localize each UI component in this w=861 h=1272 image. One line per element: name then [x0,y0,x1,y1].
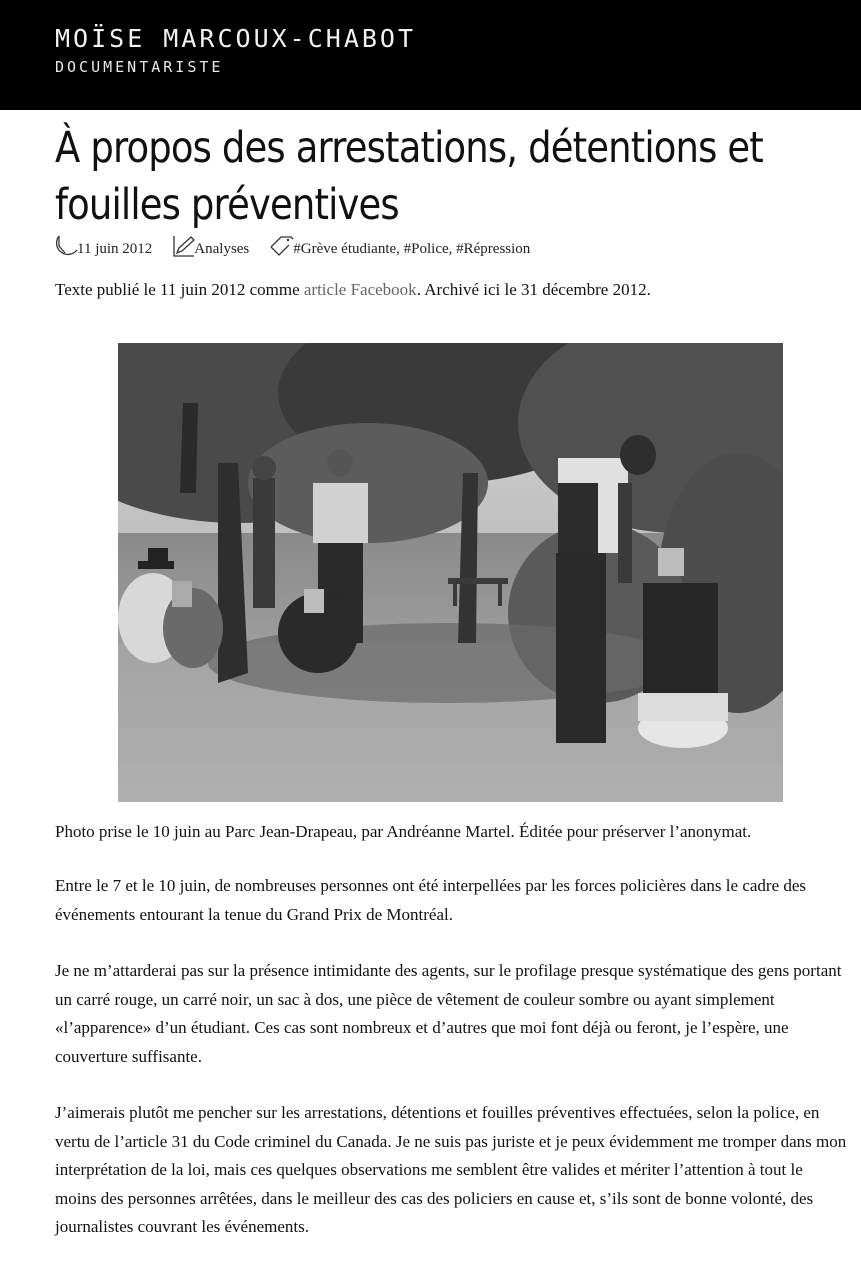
article-paragraph-2: Je ne m’attarderai pas sur la présence intimidante des agents, sur le profilage presque systématique des gens portant un carré rouge, un carré noir, un sac à dos, une pièce de vêtement de couleur sombre ou ayant simplement «l’apparence» d’un étudiant. Ces cas sont nombreux et d’autres que moi font déjà ou feront, je l’espère, une couverture suffisante. [55,961,842,1066]
park-photo [118,343,783,802]
article-photo [118,343,783,802]
photo-caption: Photo prise le 10 juin au Parc Jean-Drapeau, par Andréanne Martel. Éditée pour préserver l’anonymat. [55,822,752,841]
article-meta [55,226,847,258]
article-paragraph-3: J’aimerais plutôt me pencher sur les arrestations, détentions et fouilles préventives effectuées, selon la police, en vertu de l’article 31 du Code criminel du Canada. Je ne suis pas juriste et je peux évidemment me tromper dans mon interprétation de la loi, mais ces quelques observations me semblent être valides et mériter l’attention à tout le moins des personnes arrêtées, dans le meilleur des cas des policiers en cause et, s’ils sont de bonne volonté, des journalistes couvrant les événements. [55,1103,847,1236]
meta-date [55,234,152,258]
category-link[interactable]: Analyses [194,241,250,257]
article-title: À propos des arrestations, détentions et fouilles préventives [55,123,763,230]
pencil-icon [172,234,196,258]
date-link[interactable]: 11 juin 2012 [77,241,153,257]
intro-text-after: . Archivé ici le 31 décembre 2012. [416,280,651,299]
article-intro [55,278,847,302]
site-title-link[interactable]: MOÏSE MARCOUX-CHABOT [55,24,417,53]
clock-icon [55,234,79,258]
tags-link[interactable]: #Grève étudiante, #Police, #Répression [293,241,531,257]
article-paragraph-1: Entre le 7 et le 10 juin, de nombreuses personnes ont été interpellées par les forces policières dans le cadre des événements entourant la tenue du Grand Prix de Montréal. [55,876,807,924]
meta-tags [269,234,530,258]
tag-icon [269,234,295,258]
facebook-article-link[interactable]: article Facebook [303,280,417,299]
meta-category [172,234,249,258]
intro-text-before: Texte publié le 11 juin 2012 comme [55,280,304,299]
site-tagline: DOCUMENTARISTE [55,58,224,76]
article [0,110,861,1242]
site-header [0,0,861,110]
